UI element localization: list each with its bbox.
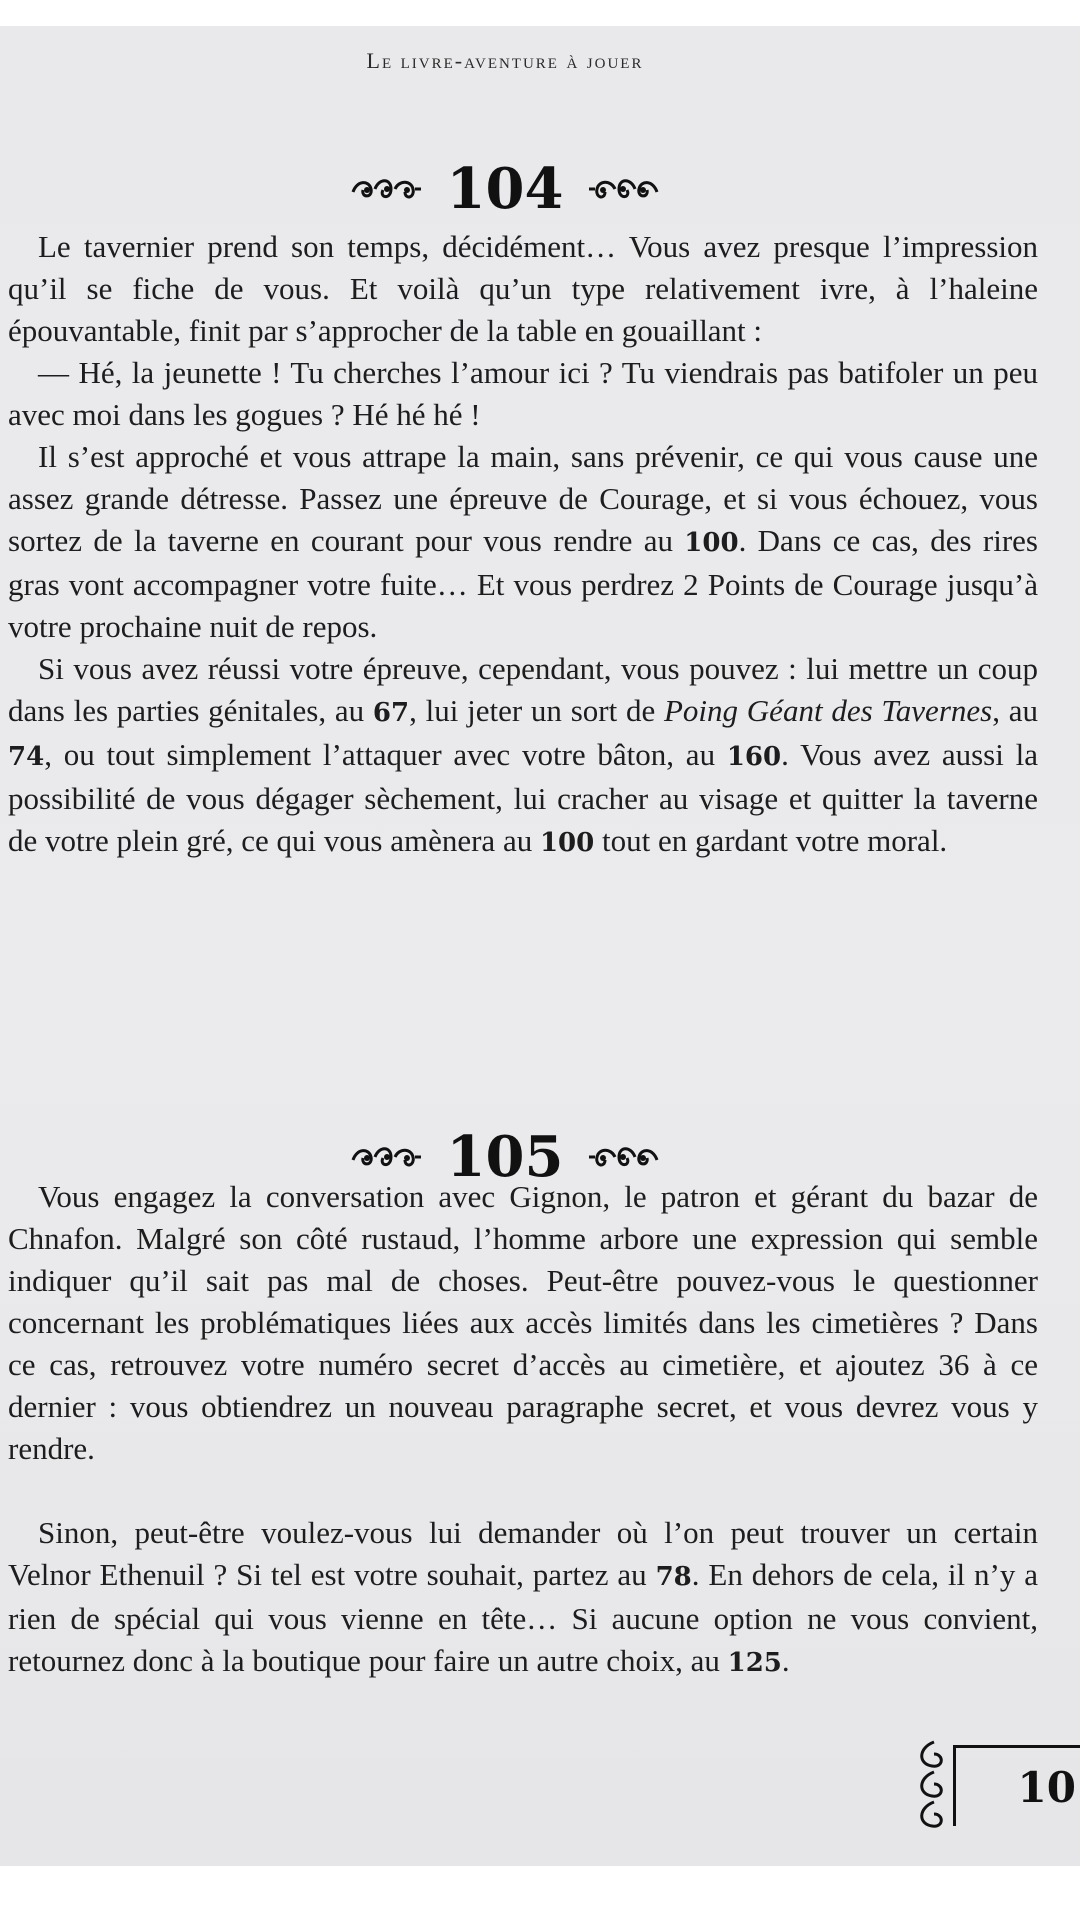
page-number: 10 [1017, 1762, 1076, 1812]
section-reference[interactable]: 67 [372, 698, 410, 728]
book-page [0, 26, 1080, 1866]
section-reference[interactable]: 74 [8, 742, 45, 772]
paragraph: Vous engagez la conversation avec Gignon, le patron et gérant du bazar de Chnafon. Malgré son côté rustaud, l’homme arbore une expression qui semble indiquer qu’il sait pas mal de choses. Peut-être pouvez-vous le questionner concernant les problématiques liées aux accès limités dans les cimetières ? Dans ce cas, retrouvez votre numéro secret d’accès au cimetière, et ajoutez 36 à ce dernier : vous obtiendrez un nouveau paragraphe secret, et vous devrez vous y rendre. [8, 1179, 1038, 1466]
section-105-text [8, 1176, 1038, 1684]
right-ornament-icon [587, 1142, 661, 1172]
right-ornament-icon [587, 174, 661, 204]
paragraph: Il s’est approché et vous attrape la main, sans prévenir, ce qui vous cause une assez grande détresse. Passez une épreuve de Courage, et si vous échouez, vous sortez de la taverne en courant pour vous rendre au 100. Dans ce cas, des rires gras vont accompagner votre fuite… Et vous perdrez 2 Points de Courage jusqu’à votre prochaine nuit de repos. [8, 439, 1038, 644]
paragraph: Si vous avez réussi votre épreuve, cependant, vous pouvez : lui mettre un coup dans les parties génitales, au 67, lui jeter un sort de Poing Géant des Tavernes, au 74, ou tout simplement l’attaquer avec votre bâton, au 160. Vous avez aussi la possibilité de vous dégager sèchement, lui cracher au visage et quitter la taverne de votre plein gré, ce qui vous amènera au 100 tout en gardant votre moral. [8, 651, 1038, 858]
paragraph: Le tavernier prend son temps, décidément… Vous avez presque l’impression qu’il se fiche de vous. Et voilà qu’un type relativement ivre, à l’haleine épouvantable, finit par s’approcher de la table en gouaillant : [8, 229, 1038, 348]
dialogue-line: — Hé, la jeunette ! Tu cherches l’amour ici ? Tu viendrais pas batifoler un peu avec moi dans les gogues ? Hé hé hé ! [8, 355, 1038, 432]
running-header: Le livre-aventure à jouer [366, 48, 644, 73]
section-reference[interactable]: 100 [539, 828, 595, 858]
section-number: 104 [446, 156, 564, 222]
section-reference[interactable]: 78 [655, 1562, 692, 1592]
left-ornament-icon [349, 174, 423, 204]
section-reference[interactable]: 160 [726, 742, 782, 772]
page-number-box [953, 1745, 1080, 1826]
spell-name: Poing Géant des Tavernes [663, 693, 993, 728]
section-number: 105 [446, 1124, 564, 1190]
section-reference[interactable]: 100 [684, 528, 739, 558]
corner-swirl-icon [910, 1738, 958, 1834]
section-104-heading [0, 156, 1010, 222]
left-ornament-icon [349, 1142, 423, 1172]
section-reference[interactable]: 125 [727, 1648, 782, 1678]
section-104-text [8, 226, 1038, 864]
paragraph: Sinon, peut-être voulez-vous lui demander où l’on peut trouver un certain Velnor Ethenuil ? Si tel est votre souhait, partez au 78. En dehors de cela, il n’y a rien de spécial qui vous vienne en tête… Si aucune option ne vous convient, retournez donc à la boutique pour faire un autre choix, au 125. [8, 1515, 1038, 1678]
